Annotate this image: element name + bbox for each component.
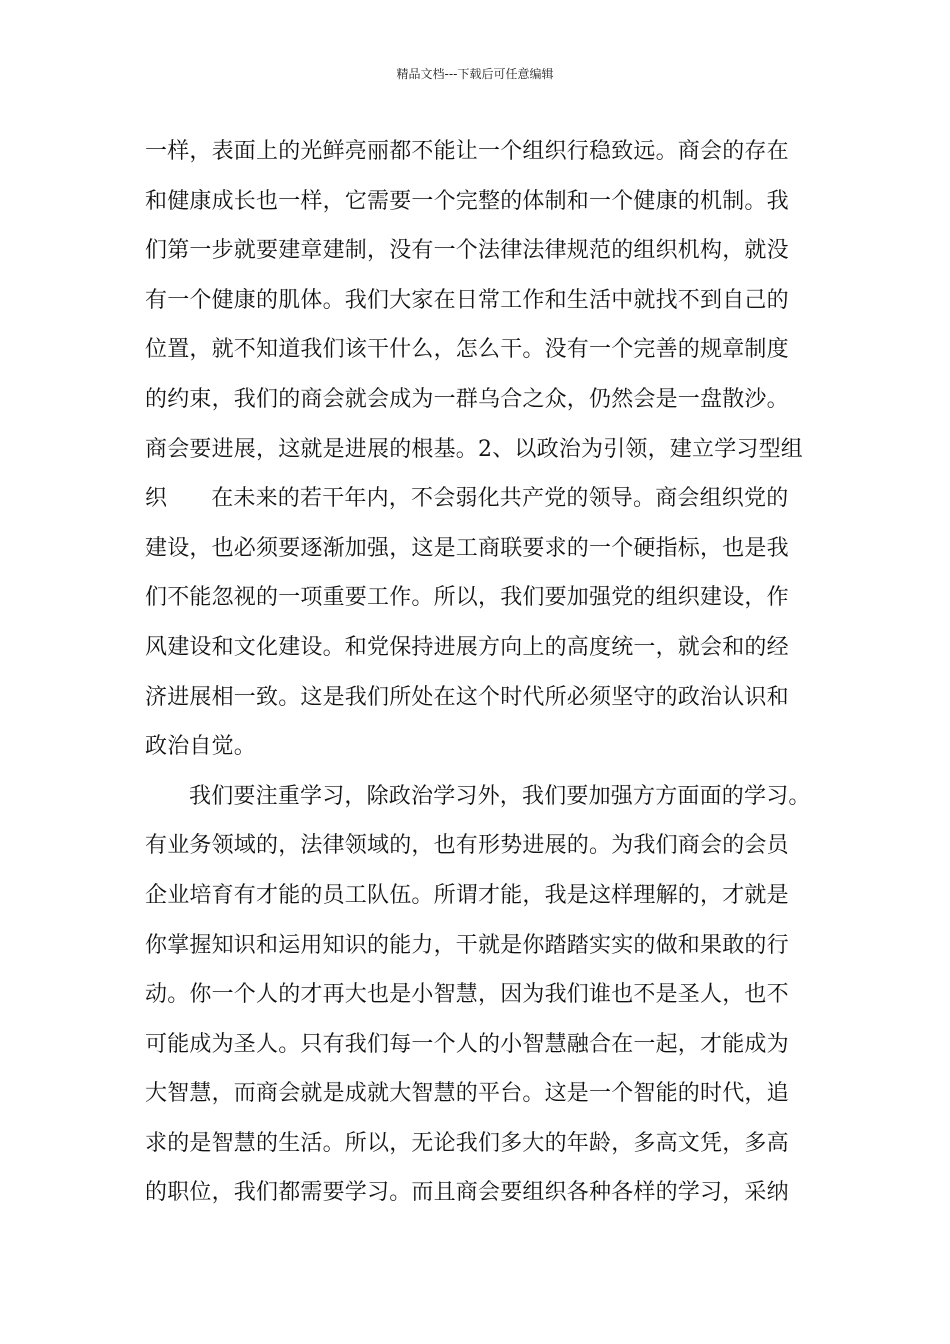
text-line: 风建设和文化建设。和党保持进展方向上的高度统一，就会和的经 <box>145 634 789 660</box>
text-fragment: 织 <box>145 486 168 512</box>
text-line: 你掌握知识和运用知识的能力，干就是你踏踏实实的做和果敢的行 <box>145 932 789 958</box>
text-line-split <box>145 479 810 529</box>
text-line: 一样，表面上的光鲜亮丽都不能让一个组织行稳致远。商会的存在 <box>145 139 789 164</box>
text-line: 和健康成长也一样，它需要一个完整的体制和一个健康的机制。我 <box>145 188 789 214</box>
text-line: 商会要进展，这就是进展的根基。2、以政治为引领，建立学习型组 <box>145 436 803 462</box>
text-line: 的约束，我们的商会就会成为一群乌合之众，仍然会是一盘散沙。 <box>145 386 789 412</box>
text-line: 位置，就不知道我们该干什么，怎么干。没有一个完善的规章制度 <box>145 337 789 363</box>
text-line: 们不能忽视的一项重要工作。所以，我们要加强党的组织建设，作 <box>145 585 789 611</box>
text-line-indented: 我们要注重学习，除政治学习外，我们要加强方方面面的学习。 <box>189 783 811 809</box>
text-line: 求的是智慧的生活。所以，无论我们多大的年龄，多高文凭，多高 <box>145 1130 789 1156</box>
text-line: 可能成为圣人。只有我们每一个人的小智慧融合在一起，才能成为 <box>145 1031 789 1057</box>
text-line: 济进展相一致。这是我们所处在这个时代所必须坚守的政治认识和 <box>145 684 789 710</box>
text-line: 有一个健康的肌体。我们大家在日常工作和生活中就找不到自己的 <box>145 287 789 313</box>
text-line: 们第一步就要建章建制，没有一个法律法律规范的组织机构，就没 <box>145 238 789 264</box>
text-line: 有业务领域的，法律领域的，也有形势进展的。为我们商会的会员 <box>145 833 789 859</box>
page-header: 精品文档---下载后可任意编辑 <box>396 67 554 81</box>
text-fragment: 在未来的若干年内，不会弱化共产党的领导。商会组织党的 <box>211 486 789 512</box>
text-line: 政治自觉。 <box>145 734 257 760</box>
text-line: 大智慧，而商会就是成就大智慧的平台。这是一个智能的时代，追 <box>145 1081 789 1107</box>
text-line: 动。你一个人的才再大也是小智慧，因为我们谁也不是圣人，也不 <box>145 982 789 1008</box>
text-line: 企业培育有才能的员工队伍。所谓才能，我是这样理解的，才就是 <box>145 882 789 908</box>
text-line: 的职位，我们都需要学习。而且商会要组织各种各样的学习，采纳 <box>145 1180 789 1206</box>
document-body <box>145 132 810 1223</box>
text-line: 建设，也必须要逐渐加强，这是工商联要求的一个硬指标，也是我 <box>145 535 789 561</box>
